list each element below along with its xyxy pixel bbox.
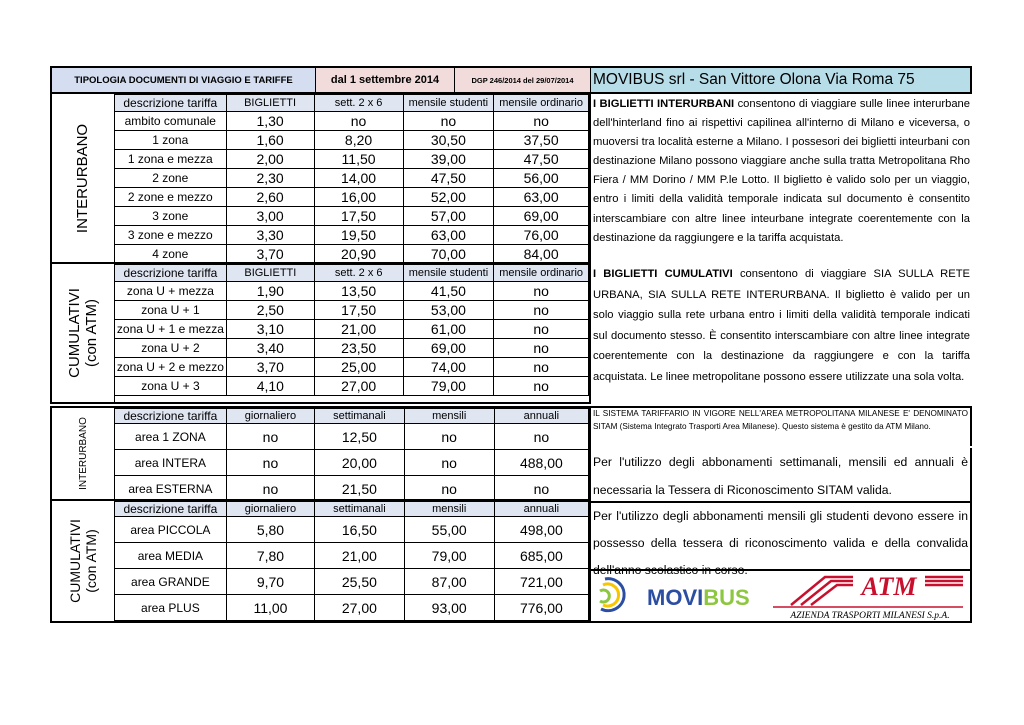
row-label: ambito comunale — [115, 112, 227, 131]
price-cell: 27,00 — [315, 595, 404, 621]
price-cell: 2,60 — [226, 188, 314, 207]
price-cell: 25,00 — [314, 358, 403, 377]
side-label-text — [66, 288, 100, 378]
price-cell: no — [403, 112, 494, 131]
row-label: 3 zone — [115, 207, 227, 226]
logos-area — [591, 569, 972, 623]
price-cell: 56,00 — [494, 169, 589, 188]
header-title: TIPOLOGIA DOCUMENTI DI VIAGGIO E TARIFFE — [74, 74, 293, 86]
note-biglietti-cumulativi — [591, 264, 972, 404]
table-abbonamenti-cumulativi — [114, 501, 589, 621]
price-cell: 498,00 — [494, 517, 588, 543]
side-label-cumulativi — [52, 264, 115, 402]
price-cell: 1,30 — [226, 112, 314, 131]
note-interurbani-body: consentono di viaggiare sulle linee interurbane dell'hinterland fino ai rispettivi capilinea all'interno di Milano e viceversa, o muoversi tra località esterne a Milano. I possesori dei biglietti inteurbani con destinazione Milano possono viaggiare anche sulla tratta Metropolitana Rho Fiera / MM Dorino / MM P.le Lotto. Il biglietto è valido solo per un viaggio, entro i limiti della validità temporale indicata sul documento è consentito interscambiare con altre linee inteurbane integrate coerentemente con la destinazione da raggiungere e la tariffa acquistata. — [593, 98, 970, 244]
price-cell: 74,00 — [403, 358, 494, 377]
price-cell: 5,80 — [226, 517, 314, 543]
column-header: mensile studenti — [403, 95, 494, 112]
header-date: dal 1 settembre 2014 — [330, 74, 440, 86]
price-cell: 14,00 — [314, 169, 403, 188]
price-cell: 25,50 — [315, 569, 404, 595]
table-row — [115, 424, 589, 450]
note-sitam — [591, 406, 972, 446]
header-dgp-cell — [454, 66, 591, 94]
price-cell: 3,10 — [226, 320, 314, 339]
price-cell: 685,00 — [494, 543, 588, 569]
row-label: zona U + 2 — [115, 339, 227, 358]
row-label: 1 zona e mezza — [115, 150, 227, 169]
price-cell: no — [226, 450, 314, 476]
price-cell: 76,00 — [494, 226, 589, 245]
column-header: annuali — [494, 409, 588, 424]
table-row — [115, 207, 589, 226]
table-row — [115, 377, 589, 396]
logos-svg — [591, 571, 968, 621]
price-cell: no — [494, 112, 589, 131]
price-cell: 41,50 — [403, 282, 494, 301]
note-tessera-text: Per l'utilizzo degli abbonamenti settimanali, mensili ed annuali è necessaria la Tessera di Riconoscimento SITAM valida. — [593, 455, 968, 497]
price-cell: 1,60 — [226, 131, 314, 150]
row-label: 2 zone e mezzo — [115, 188, 227, 207]
tariff-sheet — [50, 66, 972, 623]
price-cell: no — [404, 476, 494, 502]
price-cell: no — [226, 424, 314, 450]
price-cell: 3,70 — [226, 245, 314, 264]
price-cell: 17,50 — [314, 301, 403, 320]
price-cell: no — [494, 339, 589, 358]
note-tessera — [591, 448, 972, 501]
section-abbonamenti-cumulativi — [50, 501, 591, 623]
table-row — [115, 358, 589, 377]
price-cell: 7,80 — [226, 543, 314, 569]
price-cell: 1,90 — [226, 282, 314, 301]
table-row — [115, 517, 589, 543]
column-header: BIGLIETTI — [226, 95, 314, 112]
table-biglietti-interurbano — [114, 94, 589, 264]
price-cell: 52,00 — [403, 188, 494, 207]
price-cell: no — [404, 424, 494, 450]
row-label: zona U + 3 — [115, 377, 227, 396]
row-label: area MEDIA — [115, 543, 227, 569]
price-cell: no — [404, 450, 494, 476]
table-row — [115, 450, 589, 476]
section-biglietti-cumulativi — [50, 264, 591, 404]
price-cell: 84,00 — [494, 245, 589, 264]
atm-logo — [773, 572, 963, 621]
row-label: area 1 ZONA — [115, 424, 227, 450]
header-company: MOVIBUS srl - San Vittore Olona Via Roma 75 — [593, 71, 915, 88]
table-row — [115, 150, 589, 169]
note-cumulativi-body: consentono di viaggiare SIA SULLA RETE URBANA, SIA SULLA RETE INTERURBANA. Il biglietto è valido per un solo viaggio sulla rete urbana entro i limiti della validità temporale indicati sul documento stesso. È consentito interscambiare con altre linee integrate coerentemente con la destinazione da raggiungere e con la tariffa acquistata. Le linee metropolitane possono essere utilizzate una sola volta. — [593, 268, 971, 383]
side-label-interurbano — [52, 94, 115, 262]
price-cell: 4,10 — [226, 377, 314, 396]
price-cell: 3,40 — [226, 339, 314, 358]
table-row — [115, 188, 589, 207]
price-cell: 21,50 — [315, 476, 404, 502]
note-studenti — [591, 501, 972, 577]
section-biglietti-interurbano — [50, 94, 591, 264]
side-label-line-2: (con ATM) — [83, 298, 101, 368]
price-cell: 11,50 — [314, 150, 403, 169]
table-row — [115, 595, 589, 621]
note-cumulativi-heading: I BIGLIETTI CUMULATIVI — [593, 268, 733, 280]
price-cell: no — [314, 112, 403, 131]
table-row — [115, 226, 589, 245]
side-label-abb-interurbano — [52, 408, 115, 499]
note-sitam-text: IL SISTEMA TARIFFARIO IN VIGORE NELL'AREA METROPOLITANA MILANESE E' DENOMINATO SITAM (Sistema Integrato Trasporti Area Milanese). Questo sistema è gestito da ATM Milano. — [593, 409, 968, 431]
table-row — [115, 301, 589, 320]
table-biglietti-cumulativi — [114, 264, 589, 396]
side-label-line-1: CUMULATIVI — [67, 519, 83, 603]
price-cell: 16,50 — [315, 517, 404, 543]
header-company-cell — [590, 66, 972, 94]
table-header-row — [115, 502, 589, 517]
section-abbonamenti-interurbano — [50, 406, 591, 501]
column-header: annuali — [494, 502, 588, 517]
price-cell: 8,20 — [314, 131, 403, 150]
row-label: zona U + mezza — [115, 282, 227, 301]
price-cell: 37,50 — [494, 131, 589, 150]
side-label-line-2: (con ATM) — [83, 529, 99, 593]
side-label-line-1: CUMULATIVI — [66, 288, 84, 378]
price-cell: 2,30 — [226, 169, 314, 188]
table-row — [115, 282, 589, 301]
price-cell: 12,50 — [315, 424, 404, 450]
price-cell: 47,50 — [403, 169, 494, 188]
row-label: area ESTERNA — [115, 476, 227, 502]
header-title-cell — [50, 66, 316, 94]
price-cell: no — [494, 377, 589, 396]
price-cell: no — [494, 358, 589, 377]
price-cell: no — [494, 424, 588, 450]
price-cell: 39,00 — [403, 150, 494, 169]
row-label: zona U + 2 e mezzo — [115, 358, 227, 377]
column-header: descrizione tariffa — [115, 95, 227, 112]
note-studenti-text: Per l'utilizzo degli abbonamenti mensili gli studenti devono essere in possesso della tessera di riconoscimento valida e della convalida dell'anno scolastico in corso. — [593, 509, 968, 577]
price-cell: 9,70 — [226, 569, 314, 595]
price-cell: no — [226, 476, 314, 502]
column-header: descrizione tariffa — [115, 409, 227, 424]
price-cell: 20,00 — [315, 450, 404, 476]
column-header: giornaliero — [226, 409, 314, 424]
table-row — [115, 476, 589, 502]
price-cell: 79,00 — [404, 543, 494, 569]
row-label: 4 zone — [115, 245, 227, 264]
row-label: zona U + 1 — [115, 301, 227, 320]
atm-subtitle: AZIENDA TRASPORTI MILANESI S.p.A. — [790, 611, 950, 621]
price-cell: 57,00 — [403, 207, 494, 226]
table-row — [115, 169, 589, 188]
column-header: settimanali — [315, 409, 404, 424]
atm-wordmark: ATM — [861, 572, 917, 601]
side-label-text: INTERURBANO — [77, 417, 89, 490]
row-label: 3 zone e mezzo — [115, 226, 227, 245]
column-header: settimanali — [315, 502, 404, 517]
row-label: area PICCOLA — [115, 517, 227, 543]
price-cell: 3,30 — [226, 226, 314, 245]
price-cell: 721,00 — [494, 569, 588, 595]
price-cell: 11,00 — [226, 595, 314, 621]
price-cell: 20,90 — [314, 245, 403, 264]
price-cell: 69,00 — [494, 207, 589, 226]
price-cell: no — [494, 320, 589, 339]
table-row — [115, 131, 589, 150]
price-cell: 16,00 — [314, 188, 403, 207]
column-header: sett. 2 x 6 — [314, 95, 403, 112]
price-cell: 69,00 — [403, 339, 494, 358]
side-label-abb-cumulativi — [52, 501, 115, 621]
price-cell: 23,50 — [314, 339, 403, 358]
movibus-wordmark: MOVIBUS — [647, 585, 750, 610]
row-label: zona U + 1 e mezza — [115, 320, 227, 339]
price-cell: 488,00 — [494, 450, 588, 476]
price-cell: no — [494, 282, 589, 301]
column-header: mensili — [404, 502, 494, 517]
table-header-row — [115, 409, 589, 424]
column-header: giornaliero — [226, 502, 314, 517]
price-cell: 87,00 — [404, 569, 494, 595]
price-cell: 2,00 — [226, 150, 314, 169]
table-abbonamenti-interurbano — [114, 408, 589, 502]
price-cell: 3,70 — [226, 358, 314, 377]
column-header: mensili — [404, 409, 494, 424]
table-row — [115, 543, 589, 569]
price-cell: 2,50 — [226, 301, 314, 320]
table-row — [115, 569, 589, 595]
column-header: mensile studenti — [403, 265, 494, 282]
price-cell: no — [494, 476, 588, 502]
price-cell: 21,00 — [315, 543, 404, 569]
table-header-row — [115, 95, 589, 112]
side-label-text — [67, 519, 99, 603]
price-cell: 30,50 — [403, 131, 494, 150]
price-cell: 17,50 — [314, 207, 403, 226]
row-label: area GRANDE — [115, 569, 227, 595]
header-dgp: DGP 246/2014 del 29/07/2014 — [471, 75, 574, 85]
header-date-cell — [315, 66, 455, 94]
table-row — [115, 320, 589, 339]
row-label: area PLUS — [115, 595, 227, 621]
column-header: sett. 2 x 6 — [314, 265, 403, 282]
note-biglietti-interurbani — [591, 95, 972, 263]
side-label-text: INTERURBANO — [74, 123, 92, 233]
column-header: BIGLIETTI — [226, 265, 314, 282]
column-header: mensile ordinario — [494, 95, 589, 112]
table-row — [115, 112, 589, 131]
price-cell: 776,00 — [494, 595, 588, 621]
price-cell: no — [494, 301, 589, 320]
price-cell: 79,00 — [403, 377, 494, 396]
price-cell: 63,00 — [494, 188, 589, 207]
row-label: 2 zone — [115, 169, 227, 188]
price-cell: 19,50 — [314, 226, 403, 245]
price-cell: 13,50 — [314, 282, 403, 301]
price-cell: 61,00 — [403, 320, 494, 339]
price-cell: 47,50 — [494, 150, 589, 169]
column-header: descrizione tariffa — [115, 502, 227, 517]
price-cell: 93,00 — [404, 595, 494, 621]
table-header-row — [115, 265, 589, 282]
row-label: 1 zona — [115, 131, 227, 150]
price-cell: 70,00 — [403, 245, 494, 264]
price-cell: 63,00 — [403, 226, 494, 245]
price-cell: 21,00 — [314, 320, 403, 339]
price-cell: 55,00 — [404, 517, 494, 543]
column-header: mensile ordinario — [494, 265, 589, 282]
price-cell: 53,00 — [403, 301, 494, 320]
row-label: area INTERA — [115, 450, 227, 476]
table-row — [115, 339, 589, 358]
column-header: descrizione tariffa — [115, 265, 227, 282]
table-row — [115, 245, 589, 264]
movibus-logo — [600, 579, 750, 611]
note-interurbani-heading: I BIGLIETTI INTERURBANI — [593, 98, 735, 110]
price-cell: 3,00 — [226, 207, 314, 226]
price-cell: 27,00 — [314, 377, 403, 396]
